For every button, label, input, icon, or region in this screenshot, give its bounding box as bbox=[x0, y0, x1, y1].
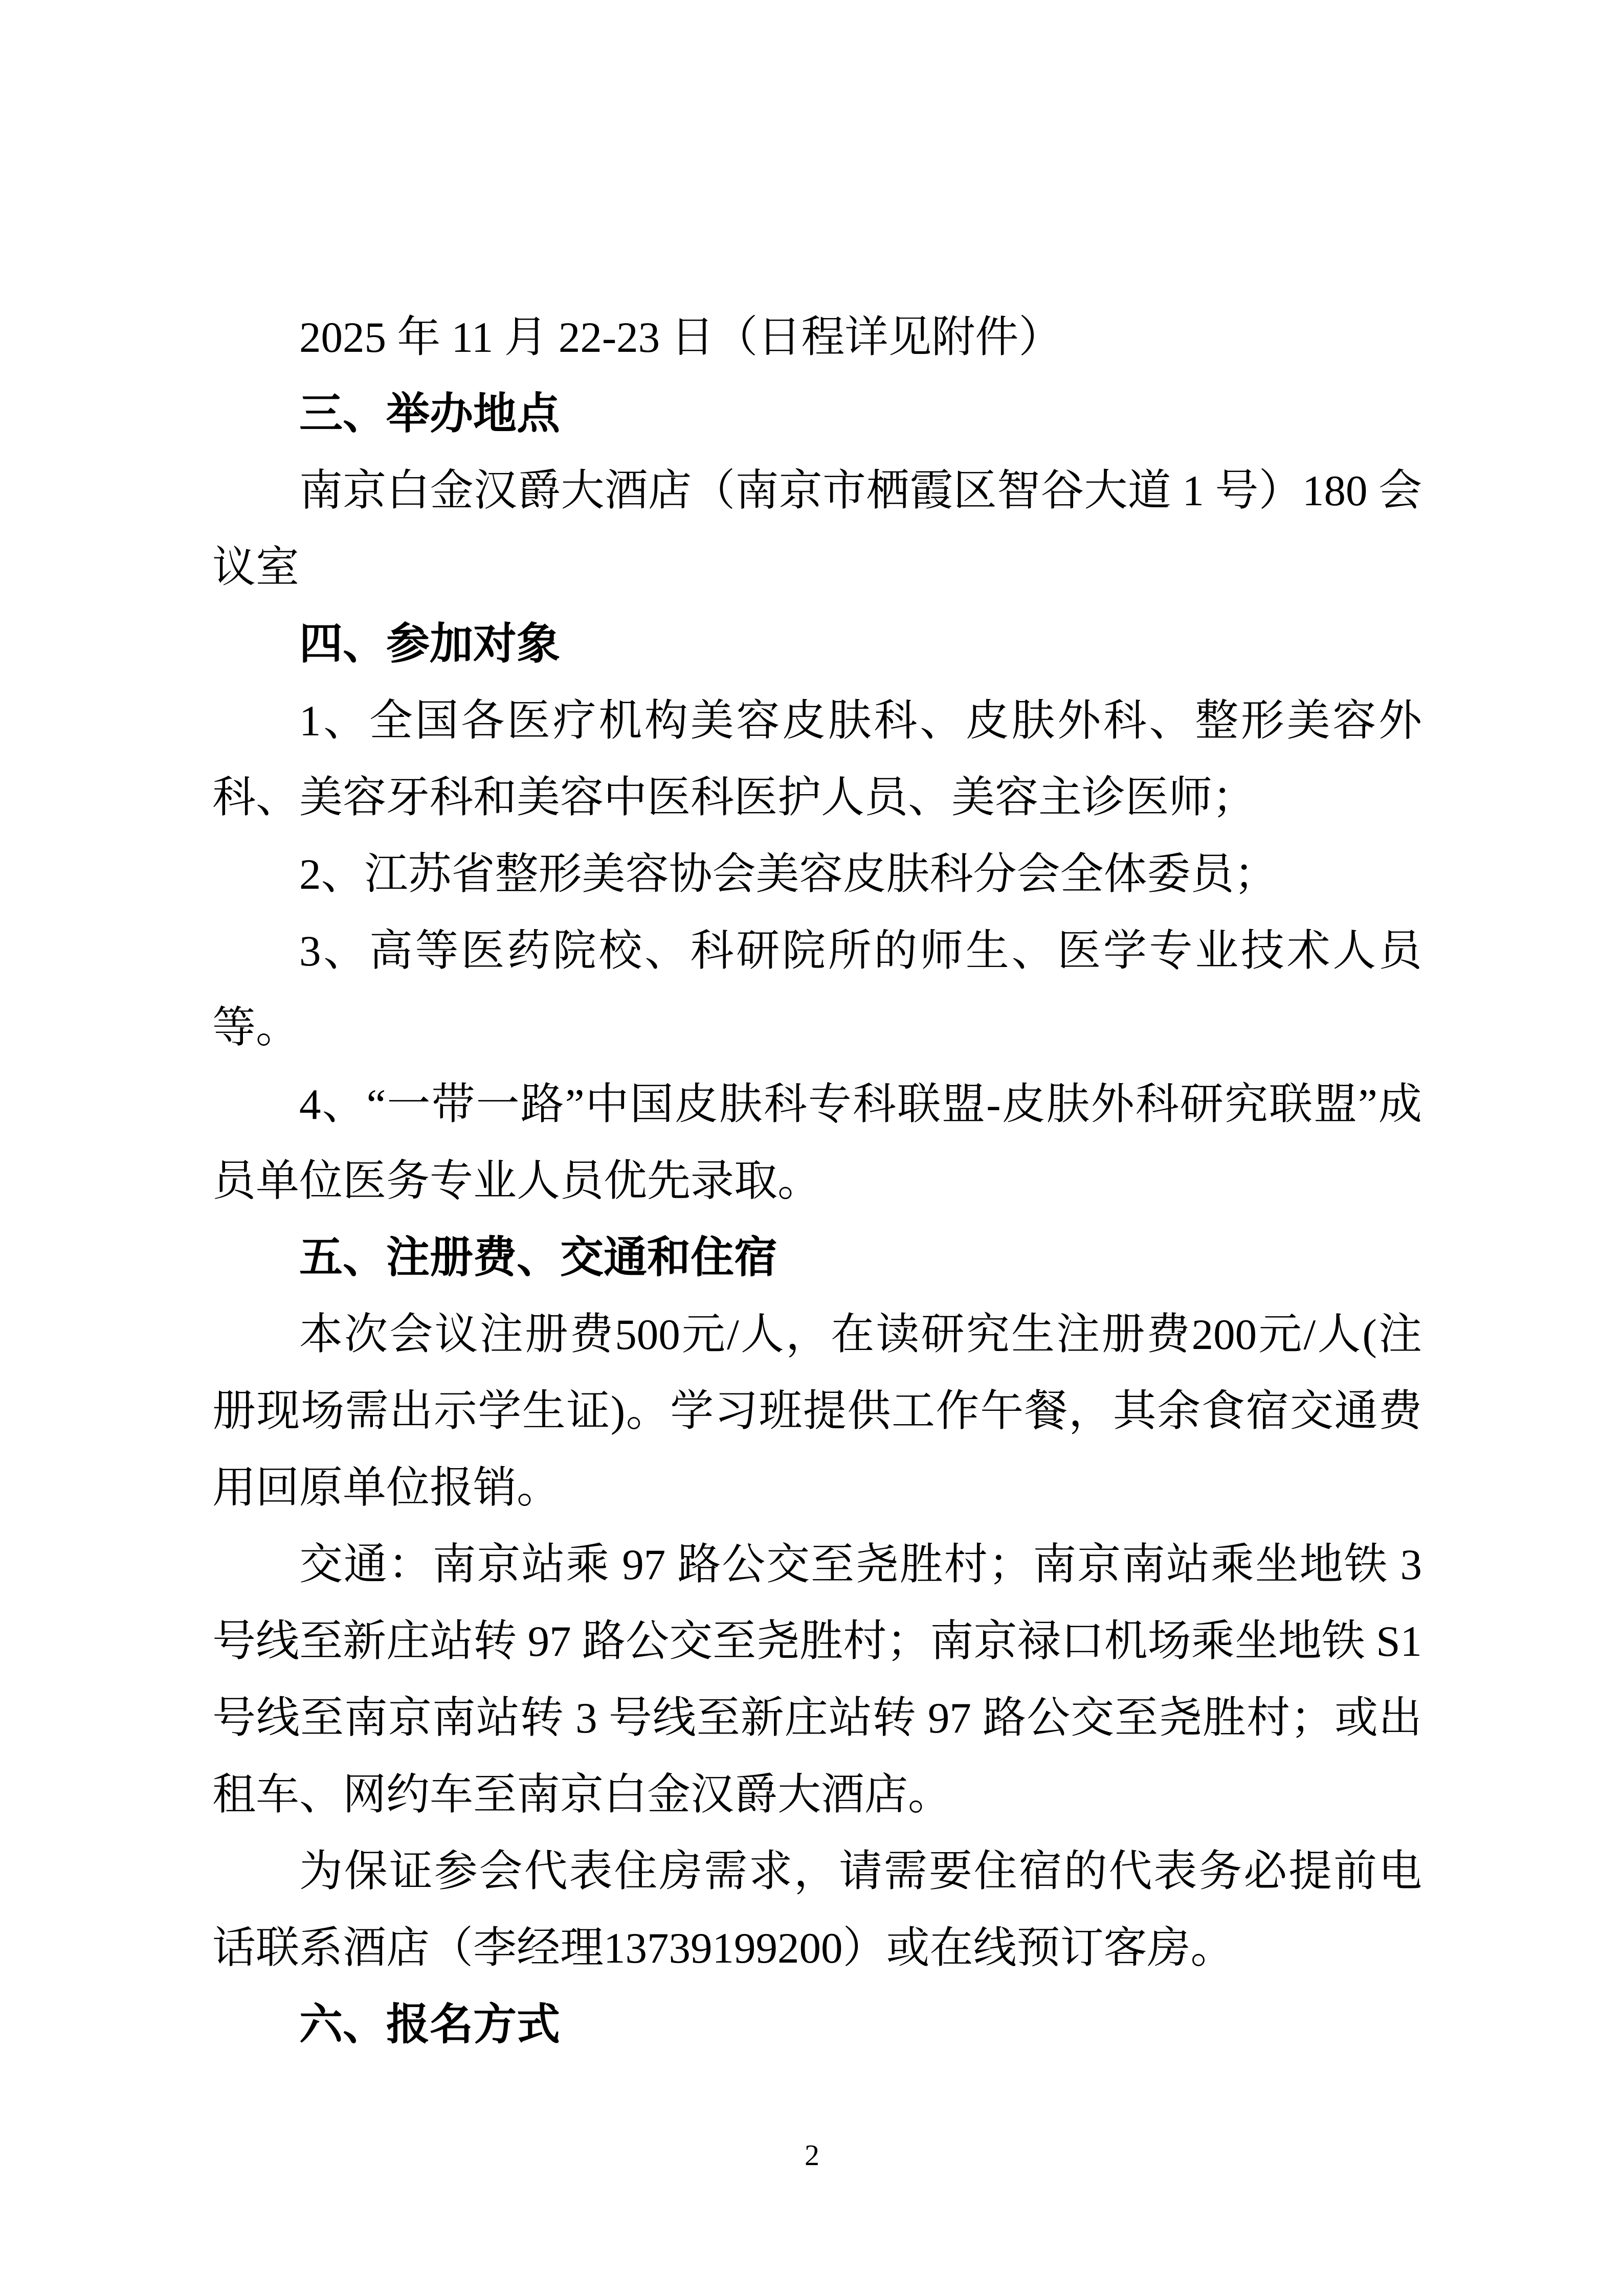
registration-fee-paragraph: 本次会议注册费500元/人，在读研究生注册费200元/人(注册现场需出示学生证)。学习班提供工作午餐，其余食宿交通费用回原单位报销。 bbox=[212, 1311, 1422, 1512]
page-number: 2 bbox=[805, 2139, 819, 2172]
lodging-contact-paragraph: 为保证参会代表住房需求，请需要住宿的代表务必提前电话联系酒店（李经理13739199200）或在线预订客房。 bbox=[212, 1848, 1422, 1972]
document-body bbox=[212, 299, 1422, 2063]
heading-venue: 三、举办地点 bbox=[299, 390, 561, 438]
participants-item-3: 3、高等医药院校、科研院所的师生、医学专业技术人员等。 bbox=[212, 927, 1422, 1052]
heading-fees-transport-lodging: 五、注册费、交通和住宿 bbox=[299, 1233, 778, 1282]
event-date-paragraph: 2025 年 11 月 22-23 日（日程详见附件） bbox=[299, 313, 1062, 362]
heading-registration-method: 六、报名方式 bbox=[299, 2000, 561, 2049]
heading-participants: 四、参加对象 bbox=[299, 620, 561, 668]
participants-item-2: 2、江苏省整形美容协会美容皮肤科分会全体委员； bbox=[299, 850, 1278, 898]
transportation-paragraph: 交通：南京站乘 97 路公交至尧胜村；南京南站乘坐地铁 3 号线至新庄站转 97 路公交至尧胜村；南京禄口机场乘坐地铁 S1 号线至南京南站转 3 号线至新庄站转 97 路公交至尧胜村；或出租车、网约车至南京白金汉爵大酒店。 bbox=[212, 1541, 1422, 1819]
venue-paragraph: 南京白金汉爵大酒店（南京市栖霞区智谷大道 1 号）180 会议室 bbox=[212, 467, 1422, 592]
participants-item-4: 4、“一带一路”中国皮肤科专科联盟-皮肤外科研究联盟”成员单位医务专业人员优先录取。 bbox=[212, 1081, 1422, 1205]
participants-item-1: 1、全国各医疗机构美容皮肤科、皮肤外科、整形美容外科、美容牙科和美容中医科医护人员、美容主诊医师； bbox=[212, 697, 1422, 822]
